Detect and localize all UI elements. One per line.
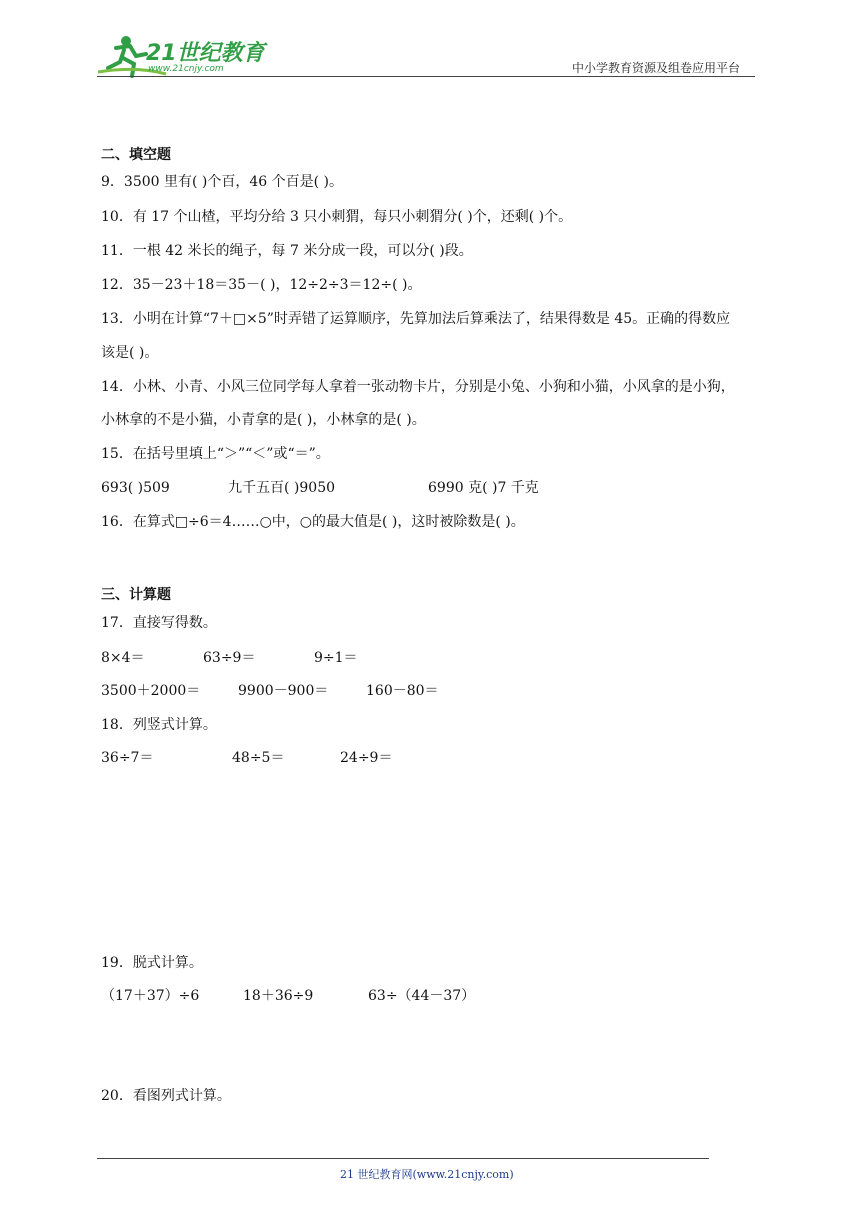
- footer-divider: [97, 1158, 709, 1159]
- question-17: 17．直接写得数。: [101, 615, 217, 631]
- question-15: 15．在括号里填上“＞”“＜”或“＝”。: [101, 446, 330, 462]
- q17-item: 63÷9＝: [203, 650, 256, 666]
- question-9: 9．3500 里有( )个百，46 个百是( )。: [101, 174, 343, 190]
- footer-link[interactable]: 21 世纪教育网(www.21cnjy.com): [340, 1168, 514, 1181]
- q17-item: 9÷1＝: [314, 650, 358, 666]
- logo-url: www.21cnjy.com: [148, 64, 224, 74]
- q18-item: 36÷7＝: [101, 750, 154, 766]
- question-13-line2: 该是( )。: [101, 345, 159, 361]
- question-13-line1: 13．小明在计算“7＋□×5”时弄错了运算顺序，先算加法后算乘法了，结果得数是 45。正确的得数应: [101, 311, 731, 327]
- q18-item: 48÷5＝: [232, 750, 285, 766]
- question-15-b: 九千五百( )9050: [228, 480, 336, 496]
- header-divider: [97, 76, 755, 77]
- q19-item: （17＋37）÷6: [101, 988, 200, 1004]
- q19-item: 63÷（44－37）: [368, 988, 476, 1004]
- question-15-a: 693( )509: [101, 480, 170, 496]
- question-14-line2: 小林拿的不是小猫，小青拿的是( )，小林拿的是( )。: [101, 412, 426, 428]
- q17-item: 3500＋2000＝: [101, 683, 201, 699]
- q19-item: 18＋36÷9: [243, 988, 314, 1004]
- q18-item: 24÷9＝: [340, 750, 393, 766]
- question-20: 20．看图列式计算。: [101, 1088, 231, 1104]
- question-10: 10．有 17 个山楂，平均分给 3 只小刺猬，每只小刺猬分( )个，还剩( )个。: [101, 209, 573, 225]
- question-16: 16．在算式□÷6＝4……○中，○的最大值是( )，这时被除数是( )。: [101, 514, 525, 530]
- question-18: 18．列竖式计算。: [101, 717, 217, 733]
- q17-item: 160－80＝: [366, 683, 439, 699]
- section-title-fill: 二、填空题: [101, 147, 171, 163]
- question-14-line1: 14．小林、小青、小风三位同学每人拿着一张动物卡片，分别是小兔、小狗和小猫，小风拿的是小狗，: [101, 379, 735, 395]
- q17-item: 8×4＝: [101, 650, 145, 666]
- question-12: 12．35－23＋18＝35－( )，12÷2÷3＝12÷( )。: [101, 277, 422, 293]
- header-platform-text: 中小学教育资源及组卷应用平台: [572, 61, 741, 75]
- q17-item: 9900－900＝: [238, 683, 329, 699]
- logo-text: 21世纪教育: [146, 41, 265, 66]
- question-11: 11．一根 42 米长的绳子，每 7 米分成一段，可以分( )段。: [101, 243, 473, 259]
- question-15-c: 6990 克( )7 千克: [428, 480, 539, 496]
- question-19: 19．脱式计算。: [101, 955, 203, 971]
- site-logo: [96, 32, 266, 80]
- section-title-calc: 三、计算题: [101, 587, 171, 603]
